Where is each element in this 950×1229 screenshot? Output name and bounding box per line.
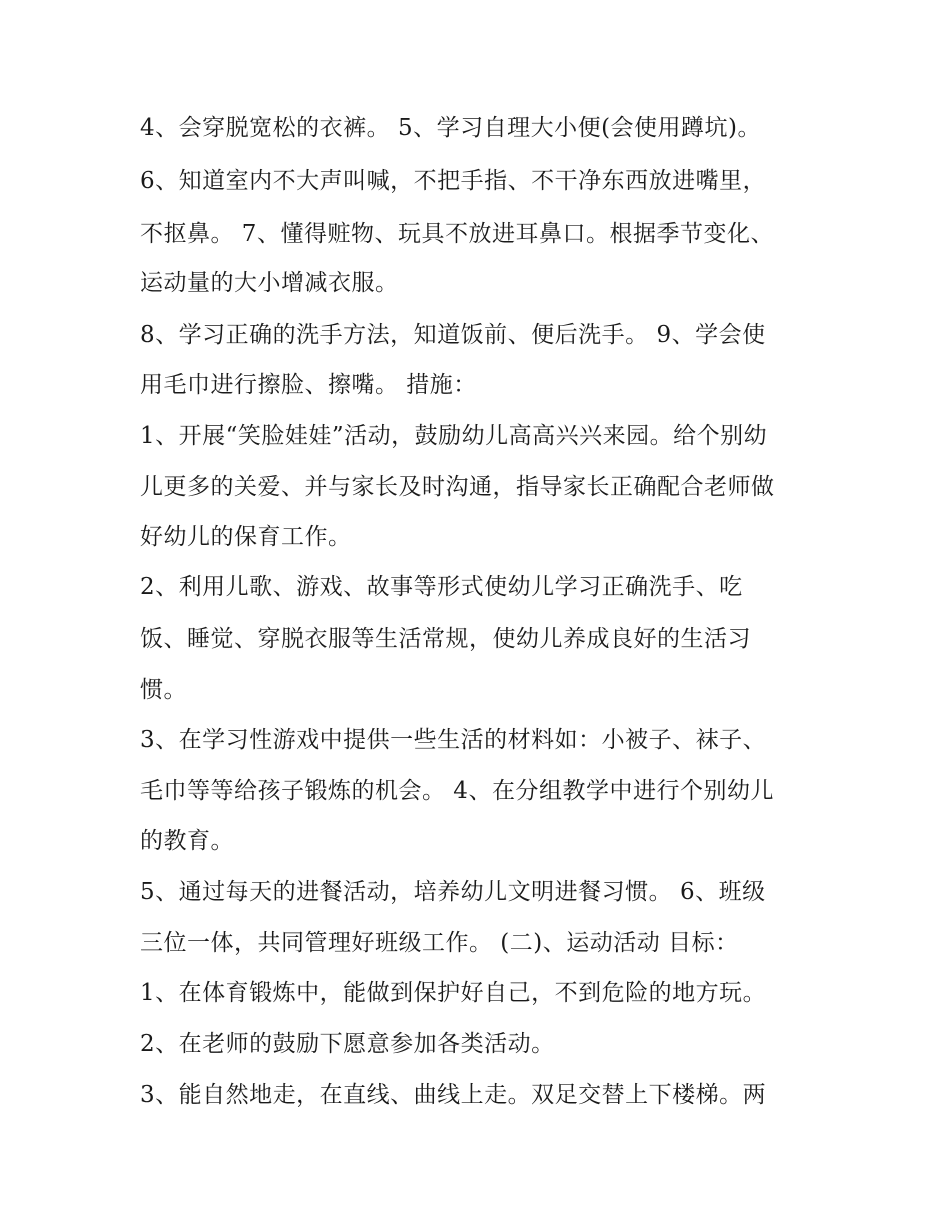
text-line: 8、学习正确的洗手方法，知道饭前、便后洗手。 9、学会使 [140, 322, 766, 348]
text-line: 2、利用儿歌、游戏、故事等形式使幼儿学习正确洗手、吃 [140, 574, 743, 600]
text-line: 儿更多的关爱、并与家长及时沟通，指导家长正确配合老师做 [140, 474, 775, 500]
text-line: 3、在学习性游戏中提供一些生活的材料如：小被子、袜子、 [140, 727, 767, 753]
text-line: 的教育。 [140, 828, 234, 854]
text-line: 1、在体育锻炼中，能做到保护好自己，不到危险的地方玩。 [140, 980, 767, 1006]
text-line: 4、会穿脱宽松的衣裤。 5、学习自理大小便(会使用蹲坑)。 [140, 115, 762, 141]
text-line: 用毛巾进行擦脸、擦嘴。 措施： [140, 372, 477, 398]
text-line: 饭、睡觉、穿脱衣服等生活常规，使幼儿养成良好的生活习 [140, 626, 751, 652]
text-line: 6、知道室内不大声叫喊，不把手指、不干净东西放进嘴里， [140, 168, 767, 194]
text-line: 不抠鼻。 7、懂得赃物、玩具不放进耳鼻口。根据季节变化、 [140, 221, 774, 247]
text-line: 毛巾等等给孩子锻炼的机会。 4、在分组教学中进行个别幼儿 [140, 778, 774, 804]
text-line: 三位一体，共同管理好班级工作。 (二)、运动活动 目标： [140, 930, 739, 956]
text-line: 5、通过每天的进餐活动，培养幼儿文明进餐习惯。 6、班级 [140, 879, 766, 905]
text-line: 3、能自然地走，在直线、曲线上走。双足交替上下楼梯。两 [140, 1082, 767, 1108]
text-line: 惯。 [140, 677, 187, 703]
text-line: 2、在老师的鼓励下愿意参加各类活动。 [140, 1031, 555, 1057]
text-line: 好幼儿的保育工作。 [140, 524, 352, 550]
text-line: 运动量的大小增减衣服。 [140, 270, 399, 296]
text-line: 1、开展“笑脸娃娃”活动，鼓励幼儿高高兴兴来园。给个别幼 [140, 423, 768, 449]
